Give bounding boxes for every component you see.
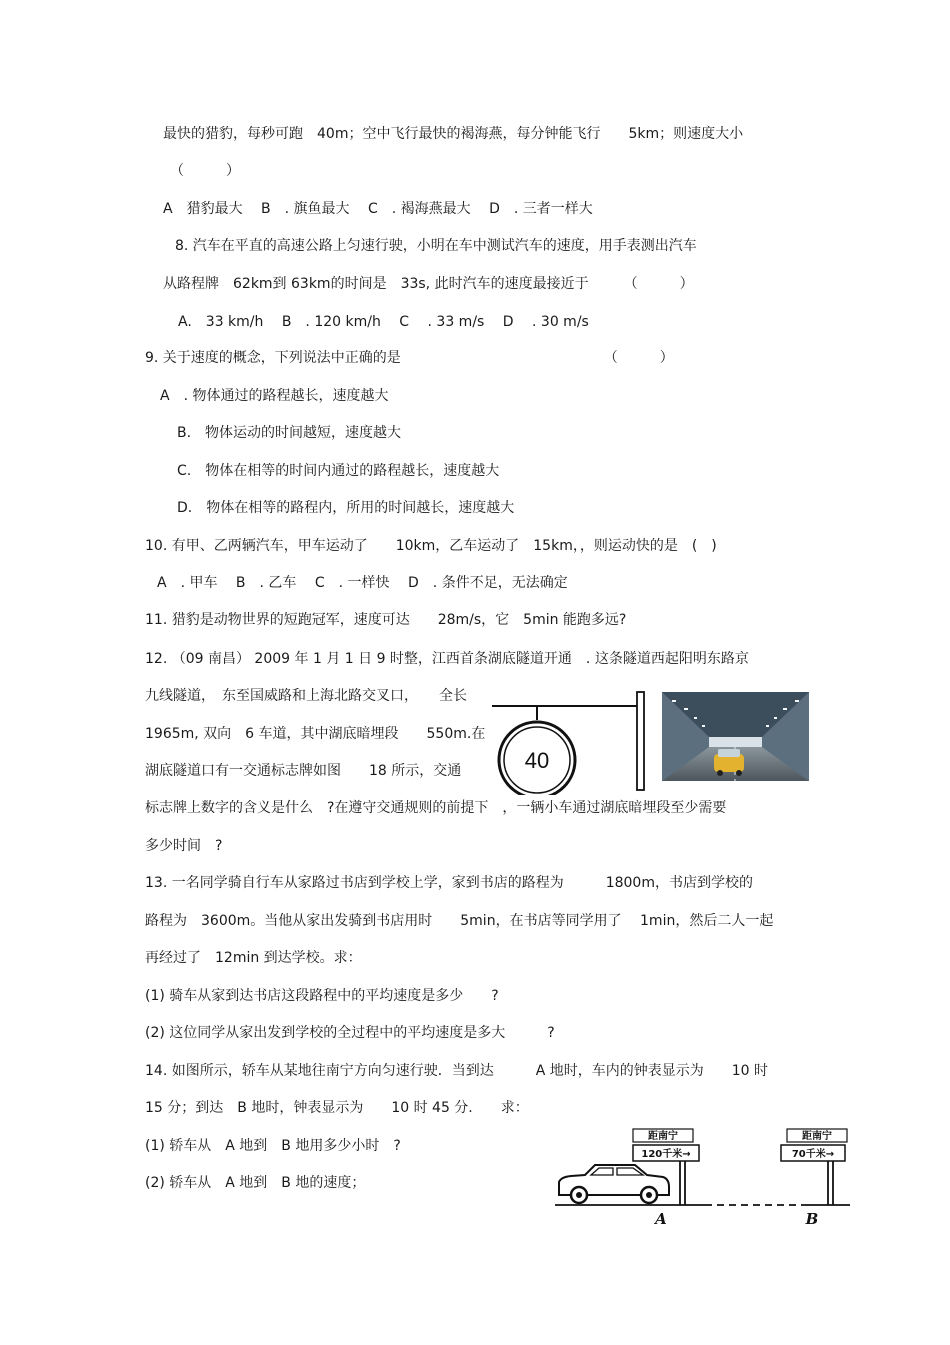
q14-stem-line-1: 14. 如图所示，轿车从某地往南宁方向匀速行驶．当到达 A 地时，车内的钟表显示为 10 时 [145,1063,769,1079]
q12-stem-line-4: 湖底隧道口有一交通标志牌如图 18 所示，交通 [145,763,462,779]
q9-option-a: A . 物体通过的路程越长，速度越大 [160,388,389,404]
sign-a-distance: 120千米→ [641,1149,691,1160]
q11-stem: 11. 猎豹是动物世界的短跑冠军，速度可达 28m/s，它 5min 能跑多远? [145,612,627,628]
q9-option-d: D. 物体在相等的路程内，所用的时间越长，速度越大 [177,500,515,516]
car-icon [559,1165,669,1203]
q12-stem-line-3: 1965m, 双向 6 车道，其中湖底暗埋段 550m.在 [145,726,486,742]
q12-stem-line-2: 九线隧道， 东至国威路和上海北路交叉口， 全长 [145,688,467,704]
speed-limit-number: 40 [524,748,550,773]
q8-options: A. 33 km/h B . 120 km/h C . 33 m/s D . 30 m/s [178,314,589,330]
q10-stem: 10. 有甲、乙两辆汽车，甲车运动了 10km，乙车运动了 15km，，则运动快的是 ( ) [145,538,717,554]
q14-subquestion-1: (1) 轿车从 A 地到 B 地用多少小时 ? [145,1138,401,1154]
q12-stem-line-1: 12. （09 南昌） 2009 年 1 月 1 日 9 时整，江西首条湖底隧道开通 . 这条隧道西起阳明东路京 [145,651,749,667]
q13-subquestion-1: (1) 骑车从家到达书店这段路程中的平均速度是多少 ? [145,988,499,1004]
q12-stem-line-5: 标志牌上数字的含义是什么 ?在遵守交通规则的前提下 ，一辆小车通过湖底暗埋段至少需要 [145,800,727,816]
speed-limit-sign-figure [488,680,648,795]
q13-stem-line-3: 再经过了 12min 到达学校。求： [145,950,362,966]
q13-subquestion-2: (2) 这位同学从家出发到学校的全过程中的平均速度是多大 ? [145,1025,555,1041]
sign-a-title: 距南宁 [648,1131,678,1142]
q9-stem: 9. 关于速度的概念，下列说法中正确的是 （ ） [145,350,674,366]
q10-options: A . 甲车 B . 乙车 C . 一样快 D . 条件不足，无法确定 [157,575,568,591]
q9-option-b: B. 物体运动的时间越短，速度越大 [177,425,402,441]
q9-option-c: C. 物体在相等的时间内通过的路程越长，速度越大 [177,463,500,479]
q14-stem-line-2: 15 分；到达 B 地时，钟表显示为 10 时 45 分. 求： [145,1100,529,1116]
q7-options: A 猎豹最大 B . 旗鱼最大 C . 褐海燕最大 D . 三者一样大 [163,201,593,217]
q14-subquestion-2: (2) 轿车从 A 地到 B 地的速度； [145,1175,366,1191]
sign-b-title: 距南宁 [802,1131,832,1142]
q13-stem-line-2: 路程为 3600m。当他从家出发骑到书店用时 5min，在书店等同学用了 1min，然后二人一起 [145,913,774,929]
point-b-label: B [805,1210,819,1228]
q7-answer-bracket: （ ） [170,163,240,179]
q7-stem-line: 最快的猎豹，每秒可跑 40m；空中飞行最快的褐海燕，每分钟能飞行 5km；则速度大小 [163,126,744,142]
q8-stem-line-2: 从路程牌 62km到 63km的时间是 33s, 此时汽车的速度最接近于 （ ） [163,276,694,292]
road-signs-figure [555,1125,850,1230]
q12-stem-line-6: 多少时间 ? [145,838,223,854]
tunnel-photo [662,692,809,781]
point-a-label: A [655,1210,667,1228]
q13-stem-line-1: 13. 一名同学骑自行车从家路过书店到学校上学，家到书店的路程为 1800m，书店到学校的 [145,875,753,891]
q8-stem-line-1: 8. 汽车在平直的高速公路上匀速行驶，小明在车中测试汽车的速度，用手表测出汽车 [175,238,697,254]
sign-b-distance: 70千米→ [791,1149,835,1160]
